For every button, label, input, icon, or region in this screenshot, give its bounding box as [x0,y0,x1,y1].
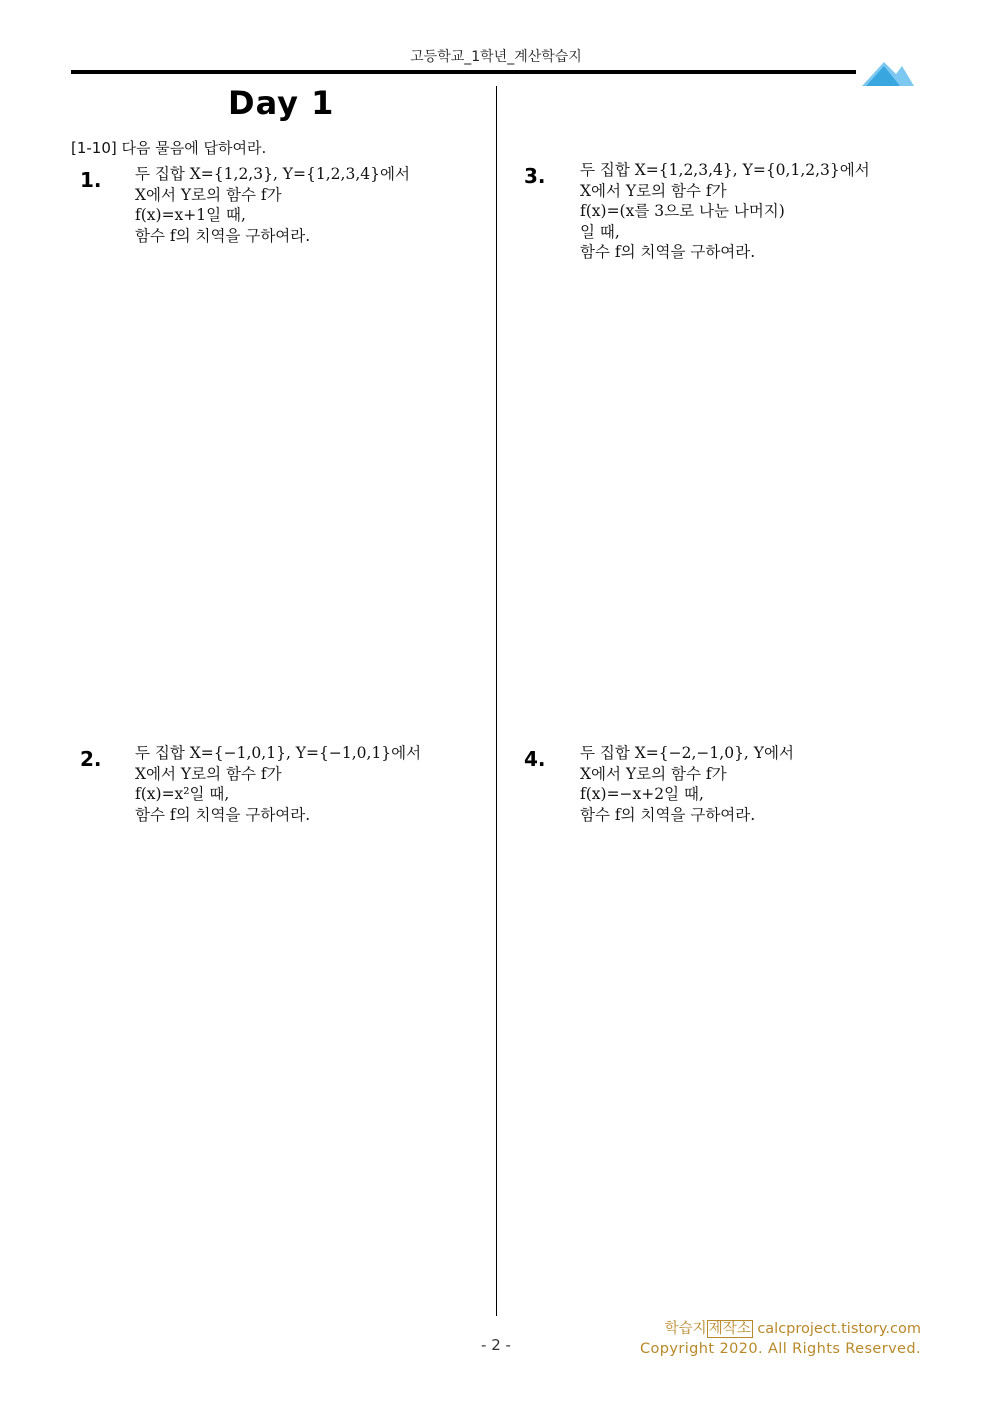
page-number: - 2 - [481,1336,511,1354]
problem-line: 두 집합 X={−1,0,1}, Y={−1,0,1}에서 [135,744,422,762]
problem-line: X에서 Y로의 함수 f가 [580,764,727,783]
problem-number: 1. [80,168,102,192]
footer-brand [665,1317,921,1338]
problem-line: 두 집합 X={1,2,3}, Y={1,2,3,4}에서 [135,165,410,183]
header-title: 고등학교_1학년_계산학습지 [410,49,582,65]
problem-line: 함수 f의 치역을 구하여라. [580,805,756,824]
problem-line: 함수 f의 치역을 구하여라. [135,226,311,245]
instructions: [1-10] 다음 물음에 답하여라. [71,139,267,157]
footer-brand-prefix: 학습지 [664,1321,707,1337]
footer-copyright: Copyright 2020. All Rights Reserved. [639,1341,921,1357]
problem-line: X에서 Y로의 함수 f가 [580,181,727,200]
mountain-logo-icon [862,58,914,86]
problem-3 [524,160,940,263]
problem-line: X에서 Y로의 함수 f가 [135,764,282,783]
problem-line: 두 집합 X={1,2,3,4}, Y={0,1,2,3}에서 [580,161,870,179]
problem-number: 2. [80,747,102,771]
header-rule [71,70,856,74]
problem-line: X에서 Y로의 함수 f가 [135,185,282,204]
problem-line: f(x)=−x+2일 때, [580,785,704,803]
problem-line: f(x)=(x를 3으로 나눈 나머지) [580,202,785,220]
footer-url[interactable]: calcproject.tistory.com [757,1321,921,1337]
problem-line: 일 때, [580,222,620,241]
problem-number: 3. [524,164,546,188]
problem-number: 4. [524,747,546,771]
problem-line: 함수 f의 치역을 구하여라. [580,243,756,261]
problem-line: f(x)=x²일 때, [135,785,230,803]
column-divider [496,86,497,1316]
problem-4 [524,743,940,825]
problem-line: 함수 f의 치역을 구하여라. [135,805,311,824]
footer-brand-boxed: 제작소 [708,1321,751,1337]
problem-2 [80,743,495,825]
problem-1 [80,164,495,246]
day-title: Day 1 [228,84,335,122]
problem-line: f(x)=x+1일 때, [135,206,246,224]
problem-line: 두 집합 X={−2,−1,0}, Y에서 [580,744,794,762]
